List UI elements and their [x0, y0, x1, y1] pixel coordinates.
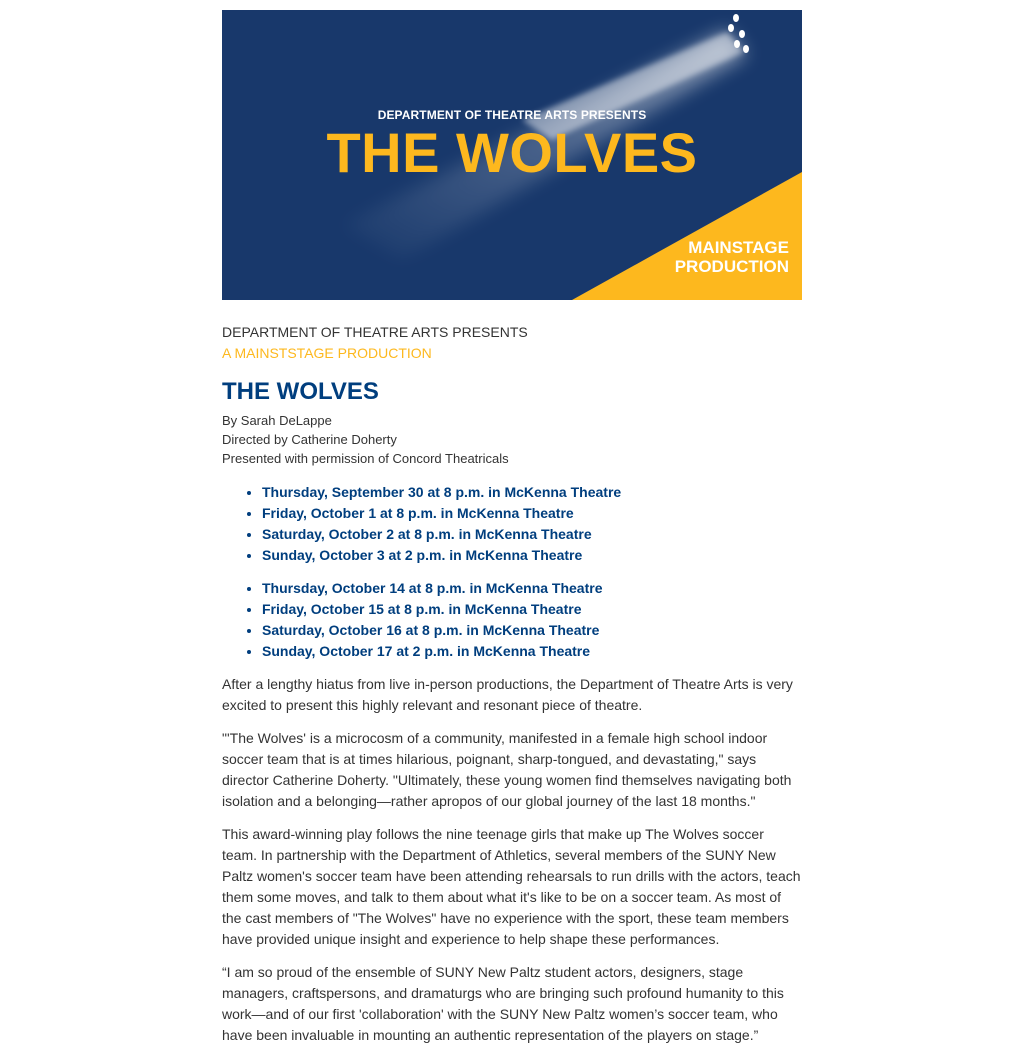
- date-item: • Thursday, October 14 at 8 p.m. in McKenna Theatre: [262, 578, 802, 599]
- subkicker: A MAINSTSTAGE PRODUCTION: [222, 345, 432, 361]
- date-item: • Friday, October 15 at 8 p.m. in McKenna Theatre: [262, 599, 802, 620]
- body-paragraph: "'The Wolves' is a microcosm of a community, manifested in a female high school indoor soccer team that is at times hilarious, poignant, sharp-tongued, and devastating," says director Catherine Doherty. "Ultimately, these young women find themselves navigating both isolation and a belonging—rather apropos of our global journey of the last 18 months.": [222, 730, 792, 809]
- date-item: • Saturday, October 2 at 8 p.m. in McKenna Theatre: [262, 524, 802, 545]
- date-item: • Thursday, September 30 at 8 p.m. in McKenna Theatre: [262, 482, 802, 503]
- credit-author: By Sarah DeLappe: [222, 413, 332, 428]
- date-item: • Saturday, October 16 at 8 p.m. in McKenna Theatre: [262, 620, 802, 641]
- date-item: • Sunday, October 17 at 2 p.m. in McKenna Theatre: [262, 641, 802, 662]
- article: [222, 0, 802, 1046]
- date-item: • Sunday, October 3 at 2 p.m. in McKenna Theatre: [262, 545, 802, 566]
- body-paragraph: “I am so proud of the ensemble of SUNY New Paltz student actors, designers, stage managers, craftspersons, and dramaturgs who are bringing such profound humanity to this work—and of our first 'collaboration' with the SUNY New Paltz women’s soccer team, who have been invaluable in mounting an authentic representation of the players on stage.”: [222, 964, 784, 1043]
- dates-list-week1: [222, 482, 802, 566]
- hero-title: THE WOLVES: [326, 121, 698, 184]
- body-paragraph: After a lengthy hiatus from live in-person productions, the Department of Theatre Arts is very excited to present this highly relevant and resonant piece of theatre.: [222, 676, 793, 713]
- kicker: DEPARTMENT OF THEATRE ARTS PRESENTS: [222, 324, 528, 340]
- credit-permission: Presented with permission of Concord Theatricals: [222, 451, 509, 466]
- credit-director: Directed by Catherine Doherty: [222, 432, 397, 447]
- dates-list-week2: [222, 578, 802, 662]
- hero-corner-label: [675, 238, 789, 276]
- hero-presents-text: DEPARTMENT OF THEATRE ARTS PRESENTS: [377, 108, 647, 122]
- hero-corner-line1: MAINSTAGE: [688, 238, 789, 257]
- body-paragraph: This award-winning play follows the nine teenage girls that make up The Wolves soccer team. In partnership with the Department of Athletics, several members of the SUNY New Paltz women's soccer team have been attending rehearsals to run drills with the actors, teach them some moves, and talk to them about what it's like to be on a soccer team. As most of the cast members of "The Wolves" have no experience with the sport, these team members have provided unique insight and experience to help shape these performances.: [222, 826, 801, 947]
- date-item: • Friday, October 1 at 8 p.m. in McKenna Theatre: [262, 503, 802, 524]
- hero-banner: [222, 10, 802, 300]
- hero-corner-line2: PRODUCTION: [674, 257, 789, 276]
- page-title: THE WOLVES: [222, 378, 379, 405]
